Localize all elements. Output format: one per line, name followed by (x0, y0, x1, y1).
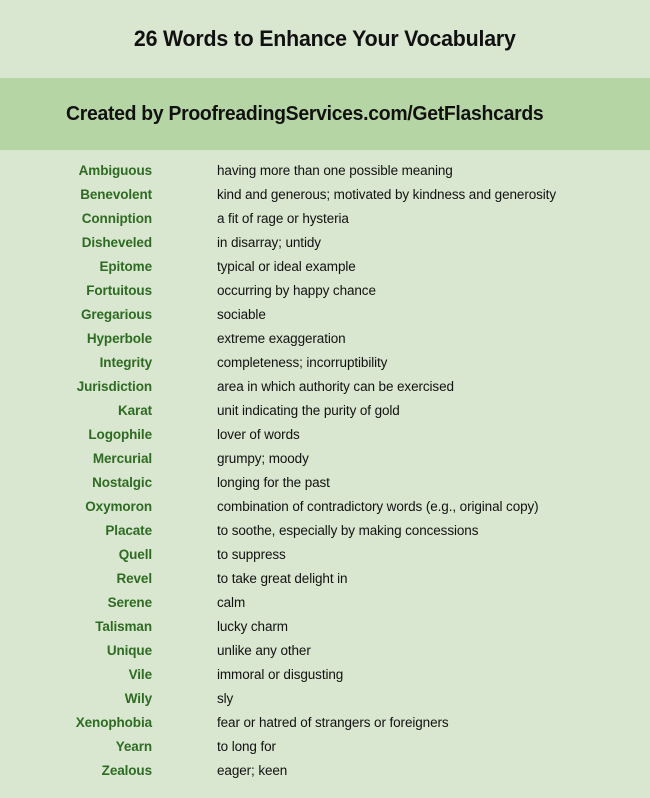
glossary-term: Vile (128, 666, 152, 682)
glossary-row (0, 326, 650, 350)
glossary-term: Serene (107, 594, 152, 610)
glossary-term: Mercurial (92, 450, 152, 466)
glossary-row (0, 710, 650, 734)
glossary-term: Integrity (99, 354, 152, 370)
glossary-list (0, 150, 650, 782)
glossary-row (0, 422, 650, 446)
glossary-term: Quell (118, 546, 152, 562)
glossary-row (0, 758, 650, 782)
glossary-definition: unlike any other (217, 642, 311, 658)
glossary-term: Hyperbole (86, 330, 152, 346)
glossary-term: Karat (117, 402, 152, 418)
glossary-term: Zealous (101, 762, 152, 778)
glossary-row (0, 614, 650, 638)
glossary-definition: combination of contradictory words (e.g., original copy) (217, 498, 539, 514)
glossary-row (0, 158, 650, 182)
glossary-definition: to take great delight in (217, 570, 348, 586)
glossary-definition: to soothe, especially by making concessions (217, 522, 479, 538)
glossary-term: Yearn (115, 738, 152, 754)
glossary-row (0, 302, 650, 326)
glossary-term: Placate (105, 522, 152, 538)
glossary-definition: immoral or disgusting (217, 666, 344, 682)
glossary-row (0, 686, 650, 710)
glossary-row (0, 566, 650, 590)
glossary-definition: having more than one possible meaning (217, 162, 453, 178)
glossary-row (0, 278, 650, 302)
glossary-term: Revel (116, 570, 152, 586)
glossary-row (0, 542, 650, 566)
glossary-row (0, 254, 650, 278)
glossary-row (0, 350, 650, 374)
glossary-term: Xenophobia (75, 714, 152, 730)
glossary-definition: to long for (217, 738, 276, 754)
glossary-definition: area in which authority can be exercised (217, 378, 454, 394)
glossary-row (0, 206, 650, 230)
glossary-row (0, 230, 650, 254)
glossary-term: Jurisdiction (76, 378, 152, 394)
glossary-row (0, 734, 650, 758)
glossary-term: Logophile (88, 426, 152, 442)
glossary-term: Gregarious (80, 306, 152, 322)
attribution-band (0, 78, 650, 150)
glossary-term: Epitome (99, 258, 152, 274)
glossary-row (0, 662, 650, 686)
glossary-term: Wily (124, 690, 152, 706)
glossary-term: Disheveled (81, 234, 152, 250)
glossary-definition: calm (217, 594, 246, 610)
glossary-row (0, 182, 650, 206)
glossary-row (0, 398, 650, 422)
glossary-definition: sociable (217, 306, 266, 322)
glossary-definition: unit indicating the purity of gold (217, 402, 400, 418)
glossary-definition: typical or ideal example (217, 258, 356, 274)
glossary-term: Ambiguous (78, 162, 152, 178)
glossary-term: Oxymoron (85, 498, 152, 514)
title-area (0, 0, 650, 78)
attribution-text: Created by ProofreadingServices.com/GetFlashcards (66, 102, 544, 125)
glossary-definition: lover of words (217, 426, 300, 442)
glossary-term: Talisman (95, 618, 152, 634)
glossary-term: Fortuitous (86, 282, 152, 298)
glossary-term: Nostalgic (92, 474, 152, 490)
glossary-definition: extreme exaggeration (217, 330, 346, 346)
page-title: 26 Words to Enhance Your Vocabulary (134, 26, 516, 51)
glossary-definition: to suppress (217, 546, 286, 562)
glossary-row (0, 446, 650, 470)
glossary-term: Benevolent (80, 186, 152, 202)
glossary-row (0, 374, 650, 398)
glossary-definition: lucky charm (217, 618, 288, 634)
glossary-row (0, 590, 650, 614)
glossary-definition: grumpy; moody (217, 450, 309, 466)
glossary-definition: eager; keen (217, 762, 288, 778)
glossary-row (0, 518, 650, 542)
glossary-row (0, 638, 650, 662)
glossary-definition: kind and generous; motivated by kindness and generosity (217, 186, 556, 202)
glossary-definition: a fit of rage or hysteria (217, 210, 349, 226)
glossary-definition: fear or hatred of strangers or foreigners (217, 714, 449, 730)
glossary-term: Unique (106, 642, 152, 658)
glossary-definition: completeness; incorruptibility (217, 354, 388, 370)
glossary-definition: longing for the past (217, 474, 330, 490)
glossary-row (0, 470, 650, 494)
glossary-term: Conniption (81, 210, 152, 226)
glossary-definition: sly (217, 690, 234, 706)
glossary-definition: in disarray; untidy (217, 234, 321, 250)
glossary-definition: occurring by happy chance (217, 282, 376, 298)
glossary-row (0, 494, 650, 518)
